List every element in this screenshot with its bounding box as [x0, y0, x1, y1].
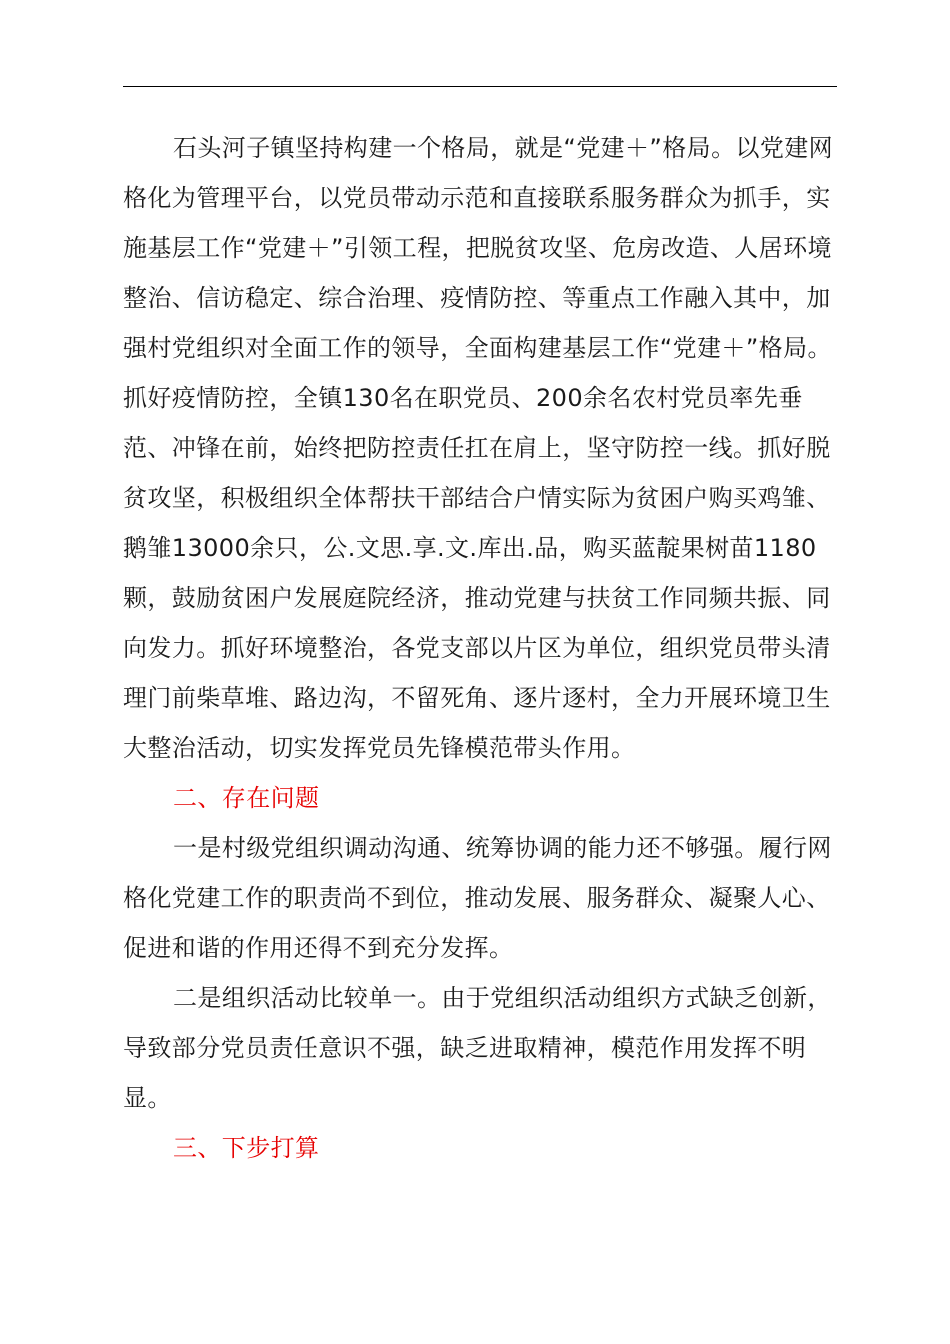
paragraph-intro: 石头河子镇坚持构建一个格局，就是“党建＋”格局。以党建网格化为管理平台，以党员带动示范和直接联系服务群众为抓手，实施基层工作“党建＋”引领工程，把脱贫攻坚、危房改造、人居环境整治、信访稳定、综合治理、疫情防控、等重点工作融入其中，加强村党组织对全面工作的领导，全面构建基层工作“党建＋”格局。抓好疫情防控，全镇130名在职党员、200余名农村党员率先垂范、冲锋在前，始终把防控责任扛在肩上，坚守防控一线。抓好脱贫攻坚，积极组织全体帮扶干部结合户情实际为贫困户购买鸡雏、鹅雏13000余只，公.文思.享.文.库出.品，购买蓝靛果树苗1180颗，鼓励贫困户发展庭院经济，推动党建与扶贫工作同频共振、同向发力。抓好环境整治，各党支部以片区为单位，组织党员带头清理门前柴草堆、路边沟，不留死角、逐片逐村，全力开展环境卫生大整治活动，切实发挥党员先锋模范带头作用。: [123, 134, 834, 762]
document-body: [123, 123, 843, 1173]
header-rule: [123, 86, 837, 87]
paragraph-problem-two: 二是组织活动比较单一。由于党组织活动组织方式缺乏创新，导致部分党员责任意识不强，缺乏进取精神，模范作用发挥不明显。: [123, 984, 832, 1112]
section-heading-problems: 二、存在问题: [173, 784, 320, 812]
paragraph-problem-one: 一是村级党组织调动沟通、统筹协调的能力还不够强。履行网格化党建工作的职责尚不到位，推动发展、服务群众、凝聚人心、促进和谐的作用还得不到充分发挥。: [123, 834, 832, 962]
section-heading-next-steps: 三、下步打算: [173, 1134, 320, 1162]
